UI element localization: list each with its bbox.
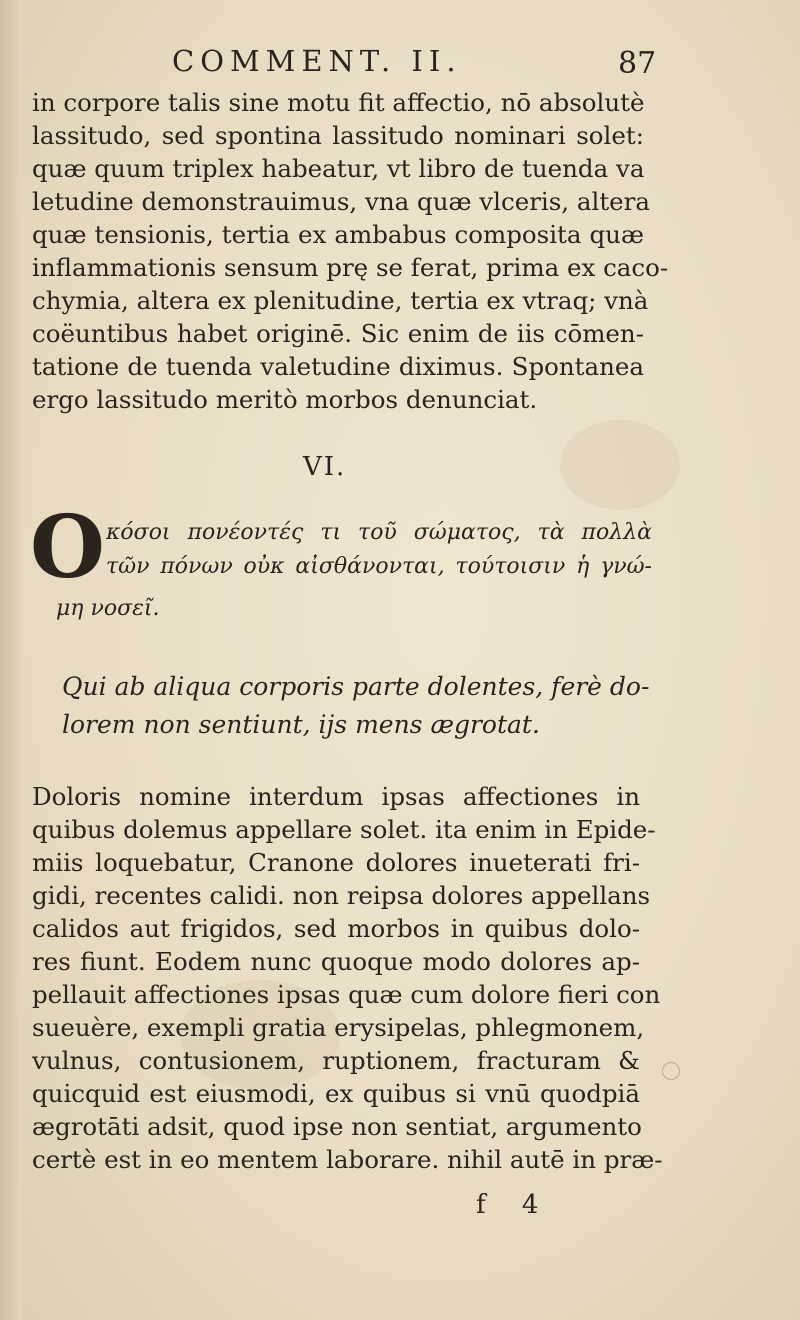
- aphorism-number: VI.: [303, 452, 347, 482]
- commentary-paragraph-2: [32, 780, 663, 1176]
- page-number: 87: [618, 46, 657, 81]
- text-line: inflammationis sensum prę se ferat, prima ex caco-: [32, 253, 669, 282]
- text-line: vulnus, contusionem, ruptionem, fracturam &: [32, 1046, 640, 1075]
- running-head-title: COMMENT. II.: [172, 44, 462, 78]
- text-line: quibus dolemus appellare solet. ita enim in Epide-: [32, 815, 656, 844]
- text-line: quæ quum triplex habeatur, vt libro de tuenda va: [32, 154, 645, 183]
- greek-aphorism: [30, 497, 652, 628]
- signature-mark: f 4: [476, 1190, 553, 1220]
- text-line: miis loquebatur, Cranone dolores inueterati fri-: [32, 848, 640, 877]
- text-line: quicquid est eiusmodi, ex quibus si vnū quodpiā: [32, 1079, 640, 1108]
- drop-cap: O: [30, 497, 105, 598]
- latin-line: Qui ab aliqua corporis parte dolentes, ferè do-: [62, 672, 650, 701]
- running-head: [172, 44, 672, 84]
- latin-translation: [62, 668, 650, 744]
- text-line: pellauit affectiones ipsas quæ cum dolore fieri con: [32, 980, 661, 1009]
- paper-stain: [560, 420, 680, 510]
- text-line: ergo lassitudo meritò morbos denunciat.: [32, 385, 538, 414]
- text-line: sueuère, exempli gratia erysipelas, phlegmonem,: [32, 1013, 645, 1042]
- text-line: res fiunt. Eodem nunc quoque modo dolores ap-: [32, 947, 640, 976]
- greek-line: μη νοσεῖ.: [56, 596, 160, 621]
- text-line: tatione de tuenda valetudine diximus. Spontanea: [32, 352, 644, 381]
- commentary-paragraph-1: [32, 86, 669, 416]
- text-line: in corpore talis sine motu fit affectio, nō absolutè: [32, 88, 645, 117]
- text-line: quæ tensionis, tertia ex ambabus composita quæ: [32, 220, 644, 249]
- text-line: gidi, recentes calidi. non reipsa dolores appellans: [32, 881, 651, 910]
- greek-line: κόσοι πονέοντές τι τοῦ σώματος, τὰ πολλὰ: [106, 520, 652, 545]
- latin-line: lorem non sentiunt, ijs mens ægrotat.: [62, 710, 540, 739]
- text-line: coëuntibus habet originē. Sic enim de iis cōmen-: [32, 319, 644, 348]
- text-line: Doloris nomine interdum ipsas affectiones in: [32, 782, 640, 811]
- page-gutter: [0, 0, 22, 1320]
- text-line: chymia, altera ex plenitudine, tertia ex vtraq; vnà: [32, 286, 649, 315]
- text-line: letudine demonstrauimus, vna quæ vlceris, altera: [32, 187, 650, 216]
- text-line: certè est in eo mentem laborare. nihil autē in præ-: [32, 1145, 663, 1174]
- text-line: lassitudo, sed spontina lassitudo nominari solet:: [32, 121, 644, 150]
- text-line: ægrotāti adsit, quod ipse non sentiat, argumento: [32, 1112, 642, 1141]
- greek-line: τῶν πόνων οὐκ αἰσθάνονται, τούτοισιν ἡ γνώ-: [106, 554, 652, 579]
- margin-ring-mark: [662, 1062, 680, 1080]
- text-line: calidos aut frigidos, sed morbos in quibus dolo-: [32, 914, 640, 943]
